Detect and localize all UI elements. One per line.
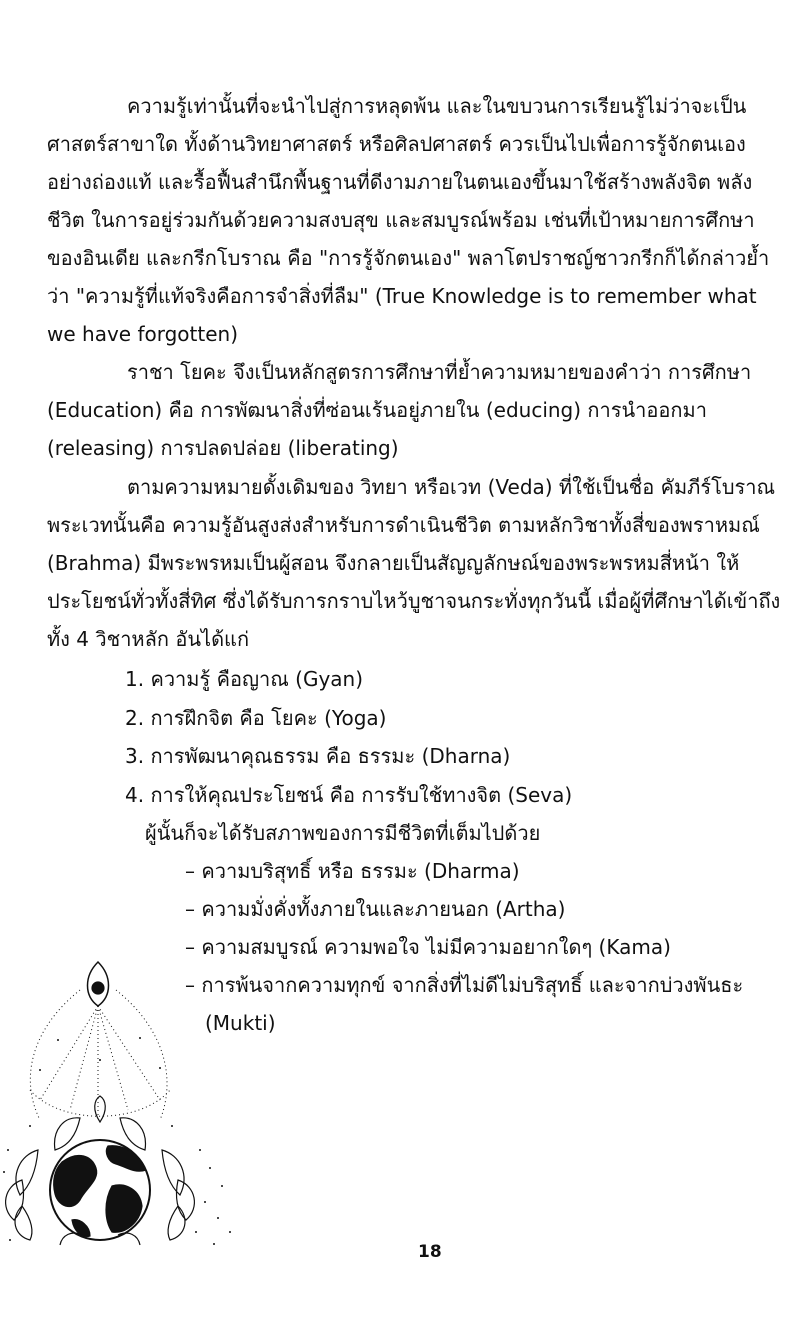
list-item: – ความบริสุทธิ์ หรือ ธรรมะ (Dharma) (185, 859, 520, 883)
list-item: 2. การฝึกจิต คือ โยคะ (Yoga) (125, 705, 387, 730)
flame-icon (88, 962, 109, 1006)
list-item: – ความมั่งคั่งทั้งภายในและภายนอก (Artha) (185, 897, 566, 921)
lotus-icon (6, 1096, 195, 1245)
globe-icon (50, 1140, 150, 1240)
list-item: 3. การพัฒนาคุณธรรม คือ ธรรมะ (Dharna) (125, 744, 511, 768)
list-item: – ความสมบูรณ์ ความพอใจ ไม่มีความอยากใดๆ (Kama) (185, 935, 671, 959)
four-disciplines-list (125, 660, 572, 814)
list-item: 4. การให้คุณประโยชน์ คือ การรับใช้ทางจิต (Seva) (125, 782, 573, 807)
page-number: 18 (418, 1242, 442, 1262)
list-item: 1. ความรู้ คือญาณ (Gyan) (125, 667, 364, 691)
paragraph-veda: ตามความหมายดั้งเดิมของ วิทยา หรือเวท (Veda) ที่ใช้เป็นชื่อ คัมภีร์โบราณ พระเวทนั้นคือ ความรู้อันสูงส่งสำหรับการดำเนินชีวิต ตามหลักวิชาทั้งสี่ของพราหมณ์ (Brahma) มีพระพรหมเป็นผู้สอน จึงกลายเป็นสัญญลักษณ์ของพระพรหมสี่หน้า ให้ประโยชน์ทั่วทั้งสี่ทิศ ซึ่งได้รับการกราบไหว้บูชาจนกระทั่งทุกวันนี้ เมื่อผู้ที่ศึกษาได้เข้าถึงทั้ง 4 วิชาหลัก อันได้แก่ (47, 475, 781, 651)
result-intro: ผู้นั้นก็จะได้รับสภาพของการมีชีวิตที่เต็มไปด้วย (145, 821, 541, 845)
life-qualities-list (185, 852, 785, 1042)
paragraph-raja-yoga: ราชา โยคะ จึงเป็นหลักสูตรการศึกษาที่ย้ำความหมายของคำว่า การศึกษา (Education) คือ การพัฒนาสิ่งที่ซ่อนเร้นอยู่ภายใน (educing) การนำออกมา (releasing) การปลดปล่อย (liberating) (47, 360, 752, 460)
paragraph-knowledge: ความรู้เท่านั้นที่จะนำไปสู่การหลุดพ้น และในขบวนการเรียนรู้ไม่ว่าจะเป็นศาสตร์สาขาใด ทั้งด้านวิทยาศาสตร์ หรือศิลปศาสตร์ ควรเป็นไปเพื่อการรู้จักตนเองอย่างถ่องแท้ และรื้อฟื้นสำนึกพื้นฐานที่ดีงามภายในตนเองขึ้นมาใช้สร้างพลังจิต พลังชีวิต ในการอยู่ร่วมกันด้วยความสงบสุข และสมบูรณ์พร้อม เช่นที่เป้าหมายการศึกษาของอินเดีย และกรีกโบราณ คือ "การรู้จักตนเอง" พลาโตปราชญ์ชาวกรีกก็ได้กล่าวย้ำว่า "ความรู้ที่แท้จริงคือการจำสิ่งที่ลืม" (True Knowledge is to remember what we have forgotten) (47, 94, 770, 346)
lotus-globe-illustration (0, 950, 240, 1250)
list-item: – การพ้นจากความทุกข์ จากสิ่งที่ไม่ดีไม่บริสุทธิ์ และจากบ่วงพันธะ (Mukti) (185, 973, 744, 1035)
